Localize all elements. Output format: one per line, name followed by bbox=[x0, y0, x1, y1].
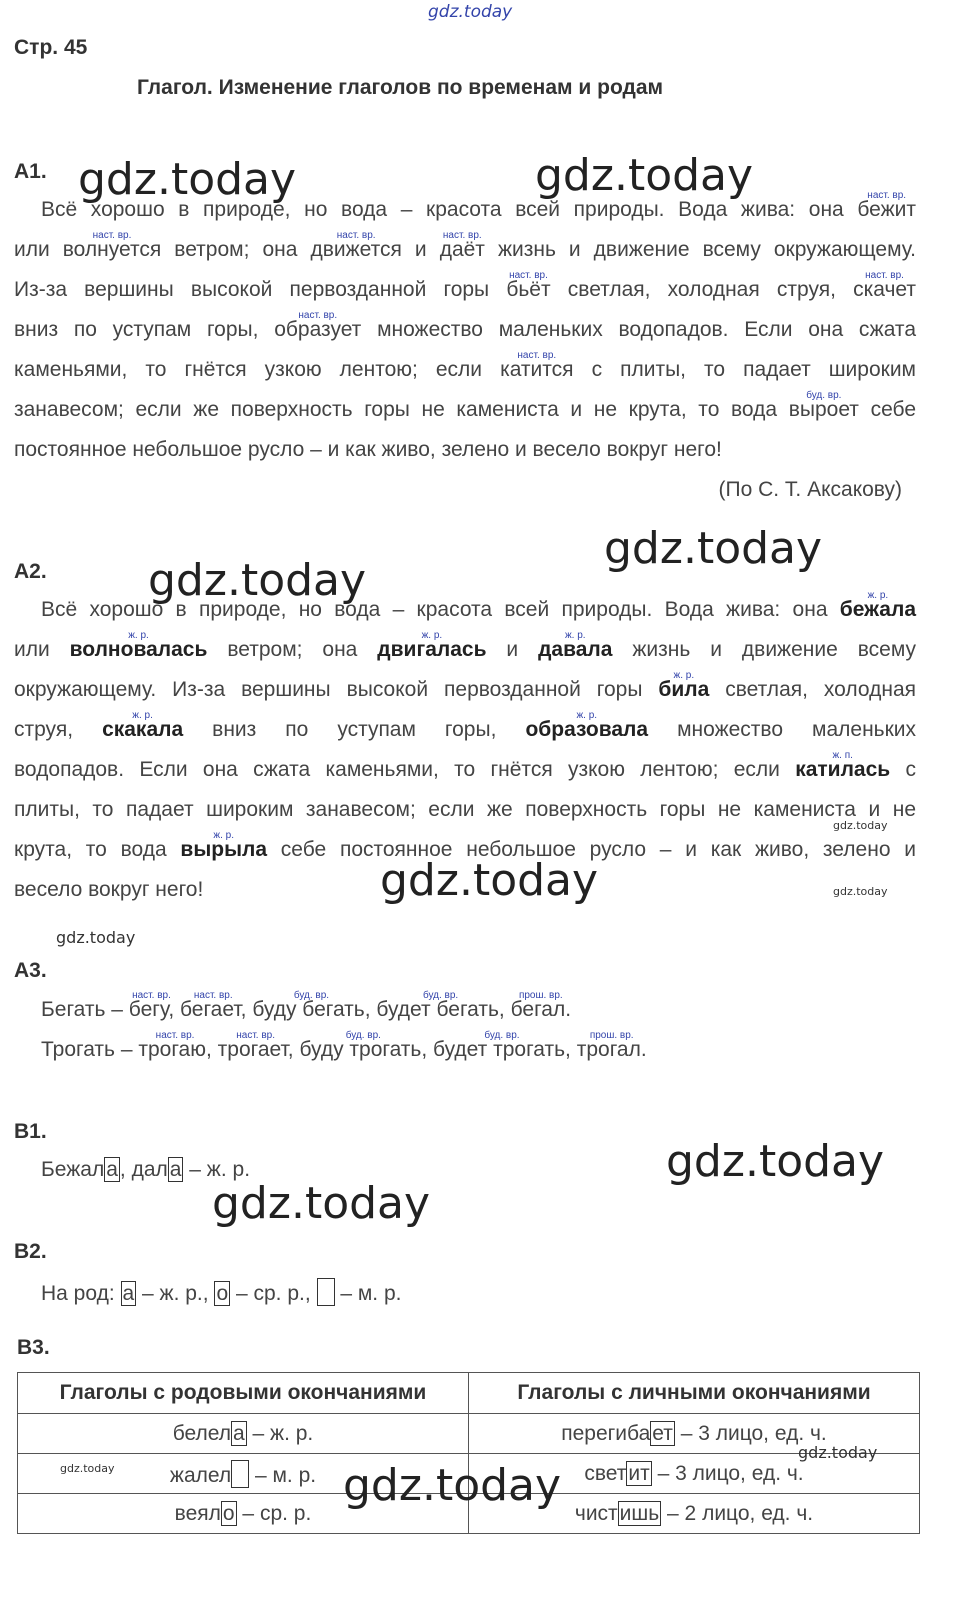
a2-line: Всё хорошо в природе, но вода – красота всей природы. Вода жива: она ж. р. бежала bbox=[14, 597, 916, 623]
tense-annotation: наст. вр. bbox=[132, 990, 171, 1001]
b2-answer: На род: а – ж. р., о – ср. р., – м. р. bbox=[41, 1278, 541, 1307]
gender-annotation: ж. р. bbox=[128, 630, 149, 641]
tense-annotation: наст. вр. bbox=[236, 1030, 276, 1041]
tense-annotation: прош. вр. bbox=[589, 1030, 634, 1041]
a3-row: Бегать – наст. вр. бегу, наст. вр. бегает, буд. вр. буду бегать, буд. вр. будет бегать, прош. вр. бегал. bbox=[41, 997, 901, 1023]
watermark: gdz.today bbox=[380, 855, 599, 906]
a1-line: каменьями, то гнётся узкою лентою; если наст. вр. катится с плиты, то падает широким bbox=[14, 357, 916, 383]
watermark-small: gdz.today bbox=[833, 819, 888, 832]
table-header-row bbox=[18, 1373, 920, 1414]
gender-annotation: ж. р. bbox=[867, 590, 889, 601]
table-cell: чистишь – 2 лицо, ед. ч. bbox=[469, 1494, 920, 1534]
a2-line: струя, ж. р. скакала вниз по уступам горы, ж. р. образовала множество маленьких bbox=[14, 717, 916, 743]
gender-annotation: ж. р. bbox=[564, 630, 586, 641]
tense-annotation: буд. вр. bbox=[484, 1030, 520, 1041]
gender-annotation: ж. р. bbox=[673, 670, 695, 681]
ending-box: а bbox=[169, 1158, 182, 1181]
a1-line: или наст. вр. волнуется ветром; она наст. вр. движется и наст. вр. даёт жизнь и движение всему окружающему. bbox=[14, 237, 916, 263]
table-cell: белела – ж. р. bbox=[18, 1414, 469, 1454]
watermark: gdz.today bbox=[78, 154, 297, 205]
ending-box: ит bbox=[628, 1461, 650, 1485]
tense-annotation: буд. вр. bbox=[422, 990, 459, 1001]
table-row bbox=[18, 1414, 920, 1454]
table-cell: светит – 3 лицо, ед. ч. bbox=[469, 1454, 920, 1494]
table-cell: веяло – ср. р. bbox=[18, 1494, 469, 1534]
tense-annotation: наст. вр. bbox=[155, 1030, 195, 1041]
section-label-b1: В1. bbox=[14, 1120, 47, 1143]
section-label-a3: А3. bbox=[14, 959, 47, 982]
tense-annotation: буд. вр. bbox=[345, 1030, 381, 1041]
watermark: gdz.today bbox=[212, 1178, 431, 1229]
a1-line: Всё хорошо в природе, но вода – красота всей природы. Вода жива: она наст. вр. бежит bbox=[14, 197, 916, 223]
watermark-small: gdz.today bbox=[60, 1462, 115, 1475]
a2-line: или ж. р. волновалась ветром; она ж. р. двигалась и ж. р. давала жизнь и движение всему bbox=[14, 637, 916, 663]
ending-box: ишь bbox=[619, 1501, 660, 1525]
a2-line: крута, то вода ж. р. вырыла себе постоянное небольшое русло – и как живо, зелено и bbox=[14, 837, 916, 863]
gender-annotation: ж. р. bbox=[213, 830, 235, 841]
watermark: gdz.today bbox=[535, 150, 754, 201]
watermark: gdz.today bbox=[666, 1136, 885, 1187]
a2-line: водопадов. Если она сжата каменьями, то гнётся узкою лентою; если ж. п. катилась с bbox=[14, 757, 916, 783]
watermark: gdz.today bbox=[343, 1460, 562, 1511]
section-label-b2: В2. bbox=[14, 1240, 47, 1263]
ending-box: а bbox=[232, 1421, 245, 1445]
b1-answer: Бежала, дала – ж. р. bbox=[41, 1158, 251, 1181]
a2-line: весело вокруг него! bbox=[14, 878, 204, 901]
tense-annotation: наст. вр. bbox=[442, 230, 482, 241]
a1-line: вниз по уступам горы, наст. вр. образует множество маленьких водопадов. Если она сжата bbox=[14, 317, 916, 343]
ending-box: а bbox=[106, 1158, 118, 1181]
ending-box: о bbox=[216, 1282, 229, 1305]
watermark-small: gdz.today bbox=[56, 928, 136, 947]
a1-line: Из-за вершины высокой первозданной горы наст. вр. бьёт светлая, холодная струя, наст. вр. скачет bbox=[14, 277, 916, 303]
watermark-small: gdz.today bbox=[833, 885, 888, 898]
tense-annotation: наст. вр. bbox=[509, 270, 548, 281]
a1-line: постоянное небольшое русло – и как живо, зелено и весело вокруг него! bbox=[14, 438, 722, 461]
tense-annotation: буд. вр. bbox=[293, 990, 330, 1001]
ending-box: а bbox=[122, 1282, 135, 1305]
gender-annotation: ж. р. bbox=[576, 710, 598, 721]
a1-line: занавесом; если же поверхность горы не камениста и не крута, то вода буд. вр. выроет себе bbox=[14, 397, 916, 423]
watermark: gdz.today bbox=[604, 523, 823, 574]
a3-row: Трогать – наст. вр. трогаю, наст. вр. трогает, буд. вр. буду трогать, буд. вр. будет трогать, прош. вр. трогал. bbox=[41, 1037, 901, 1063]
table-cell: перегибает – 3 лицо, ед. ч. bbox=[469, 1414, 920, 1454]
source-attribution: (По С. Т. Аксакову) bbox=[718, 478, 902, 501]
ending-box: о bbox=[222, 1501, 235, 1525]
gender-annotation: ж. р. bbox=[132, 710, 153, 721]
tense-annotation: наст. вр. bbox=[517, 350, 557, 361]
section-label-a2: А2. bbox=[14, 560, 47, 583]
watermark-small: gdz.today bbox=[798, 1443, 878, 1462]
ending-box: ет bbox=[652, 1421, 673, 1445]
section-label-b3: В3. bbox=[17, 1336, 50, 1359]
section-label-a1: А1. bbox=[14, 160, 47, 183]
tense-annotation: наст. вр. bbox=[298, 310, 338, 321]
a2-line: окружающему. Из-за вершины высокой первозданной горы ж. р. била светлая, холодная bbox=[14, 677, 916, 703]
page-number: Стр. 45 bbox=[14, 36, 88, 59]
empty-ending-box bbox=[317, 1278, 335, 1306]
tense-annotation: буд. вр. bbox=[806, 390, 842, 401]
table-header: Глаголы с личными окончаниями bbox=[469, 1373, 920, 1414]
tense-annotation: наст. вр. bbox=[92, 230, 132, 241]
gender-annotation: ж. р. bbox=[421, 630, 443, 641]
tense-annotation: наст. вр. bbox=[867, 190, 907, 201]
tense-annotation: прош. вр. bbox=[518, 990, 563, 1001]
empty-ending-box bbox=[231, 1460, 249, 1488]
page-title: Глагол. Изменение глаголов по временам и родам bbox=[136, 76, 664, 99]
tense-annotation: наст. вр. bbox=[336, 230, 376, 241]
tense-annotation: наст. вр. bbox=[193, 990, 233, 1001]
watermark-top: gdz.today bbox=[428, 2, 513, 22]
tense-annotation: наст. вр. bbox=[865, 270, 904, 281]
table-header: Глаголы с родовыми окончаниями bbox=[18, 1373, 469, 1414]
gender-annotation: ж. п. bbox=[832, 750, 853, 761]
watermark: gdz.today bbox=[148, 555, 367, 606]
table-cell: жалел – м. р. bbox=[18, 1454, 469, 1494]
a2-line: плиты, то падает широким занавесом; если же поверхность горы не камениста и не bbox=[14, 798, 916, 821]
